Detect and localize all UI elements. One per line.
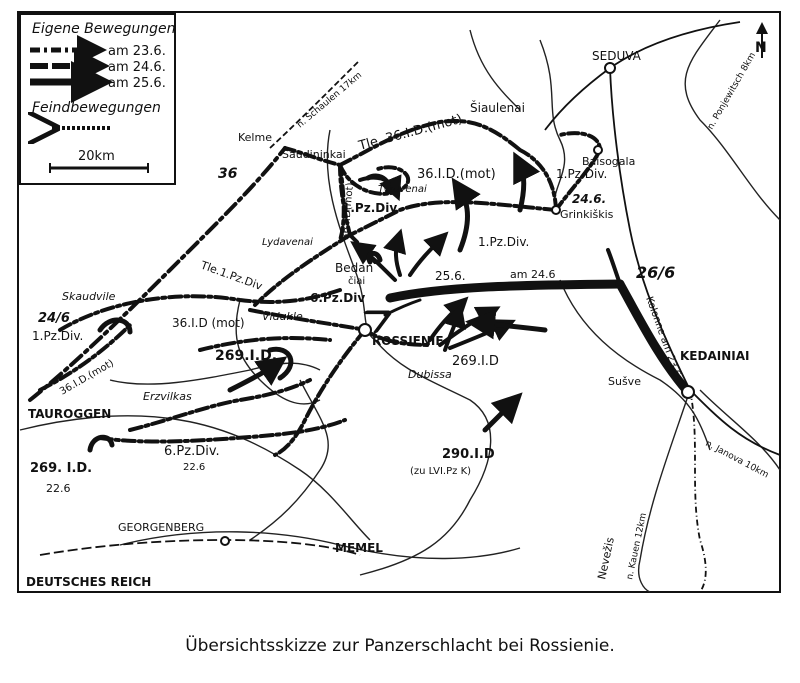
date-am246: am 24.6 <box>510 268 556 281</box>
unit-36-b: 36.I.D (mot) <box>172 316 245 330</box>
unit-pz1-b: 1.Pz.Div. <box>556 167 608 181</box>
town-georgenberg-marker <box>221 537 229 545</box>
unit-36-vert: 36.I.D(mot) <box>340 182 356 241</box>
place-lydavenai: Lydavenai <box>262 237 313 248</box>
unit-pz6-a: 6.Pz.Div <box>310 291 366 305</box>
place-skaudvile: Skaudvile <box>62 290 116 303</box>
river-upper-b <box>470 30 520 110</box>
map-caption: Übersichtsskizze zur Panzerschlacht bei Rossienie. <box>185 636 615 656</box>
road-labels <box>296 51 771 581</box>
place-erzvilkas: Erzvilkas <box>143 390 192 403</box>
unit-kolonne: Kolonne am 23.6 <box>643 295 683 379</box>
place-siaulenai: Šiaulenai <box>470 101 525 115</box>
thrust-northward <box>608 250 620 284</box>
arrow-fan-3 <box>450 325 505 348</box>
place-saudininkai: Saudininkai <box>282 148 346 161</box>
place-susve: Sušve <box>608 375 641 388</box>
legend-label-24: am 24.6. <box>108 60 166 75</box>
legend-label-23: am 23.6. <box>108 44 166 59</box>
river-central <box>250 380 328 540</box>
place-vidukle: Vidukle <box>262 310 303 323</box>
place-seduva: SEDUVA <box>592 49 641 63</box>
legend <box>20 14 175 184</box>
hook-269-c <box>90 437 112 450</box>
north-arrow <box>755 28 767 58</box>
legend-title: Eigene Bewegungen <box>32 21 176 37</box>
unit-269-c: 269. I.D. <box>30 461 93 476</box>
legend-scale-label: 20km <box>78 149 115 164</box>
unit-pz6-b: 6.Pz.Div. <box>164 444 220 459</box>
road-ponjewitsch: n. Ponjewitsch 8km <box>705 51 759 132</box>
arrow-center-1 <box>396 240 400 275</box>
unit-pz6-b-date: 22.6 <box>183 462 206 473</box>
place-baisogala: Baisogala <box>582 155 636 168</box>
unit-269-c-date: 22.6 <box>46 482 71 495</box>
arrow-enemy-rossienie <box>480 323 545 330</box>
date-25-a: 25.6. <box>435 269 466 283</box>
town-kedainiai-marker <box>682 386 694 398</box>
legend-enemy-title: Feindbewegungen <box>32 100 161 116</box>
legend-label-25: am 25.6. <box>108 76 166 91</box>
unit-36-c: 36.I.D.(mot) <box>58 357 116 398</box>
unit-269-b: 269.I.D <box>452 354 499 369</box>
town-rossienie-marker <box>359 324 371 336</box>
unit-pz1-a: 1.Pz.Div <box>342 201 398 215</box>
place-kedainiai: KEDAINIAI <box>680 349 750 363</box>
place-deutsches-reich: DEUTSCHES REICH <box>26 575 152 589</box>
place-nevezis: Nevežis <box>595 536 617 581</box>
place-kelme: Kelme <box>238 131 272 144</box>
road-kauen: n. Kauen 12km <box>625 512 650 581</box>
unit-pz1-d: 1.Pz.Div. <box>32 329 84 343</box>
arrow-pz1-north <box>460 190 468 250</box>
date-266: 26/6 <box>636 263 676 282</box>
road-janova: n. Janova 10km <box>703 438 771 481</box>
place-rossienie: ROSSIENIE <box>372 334 444 348</box>
road-seduva-west <box>545 68 610 130</box>
arrow-290 <box>485 403 512 430</box>
town-seduva-marker <box>605 63 615 73</box>
unit-pz1-c: 1.Pz.Div. <box>478 235 530 249</box>
route-rossienie-south <box>275 330 365 455</box>
place-memel: MEMEL <box>335 541 383 555</box>
place-ciai: čiai <box>348 276 366 287</box>
town-baisogala-marker <box>594 146 602 154</box>
place-georgenberg: GEORGENBERG <box>118 521 205 534</box>
unit-36mot-top: 36.I.D.(mot) <box>417 167 496 182</box>
place-tauroggen: TAUROGGEN <box>28 407 112 421</box>
place-grinkiskis: Grinkiškis <box>560 208 614 221</box>
place-tytuvenai: Tytuvenai <box>378 184 427 195</box>
unit-tle1pz: Tle.1.Pz.Div <box>198 258 265 293</box>
date-36-mark: 36 <box>218 166 238 182</box>
place-dubissa: Dubissa <box>408 368 452 381</box>
town-grinkiskis-marker <box>552 206 560 214</box>
thrust-am-24-6 <box>390 284 620 298</box>
arrow-pz1-north-b <box>520 165 524 210</box>
route-erzvilkas <box>130 380 310 430</box>
river-nevezis <box>639 390 690 592</box>
date-24-a: 24.6. <box>572 192 607 206</box>
place-bedan: Bedan <box>335 261 374 275</box>
date-246-b: 24/6 <box>38 311 70 326</box>
unit-269-a: 269.I.D. <box>215 348 278 364</box>
unit-tle36: Tle. 36.I.D.(mot) <box>357 111 464 154</box>
road-kelme-north <box>270 60 360 148</box>
unit-290: 290.I.D <box>442 447 495 462</box>
unit-290-sub: (zu LVI.Pz K) <box>410 466 472 477</box>
north-label: N <box>755 40 767 56</box>
road-schaulen: n. Schaulen 17km <box>295 70 365 131</box>
rail-georgenberg <box>40 540 360 555</box>
